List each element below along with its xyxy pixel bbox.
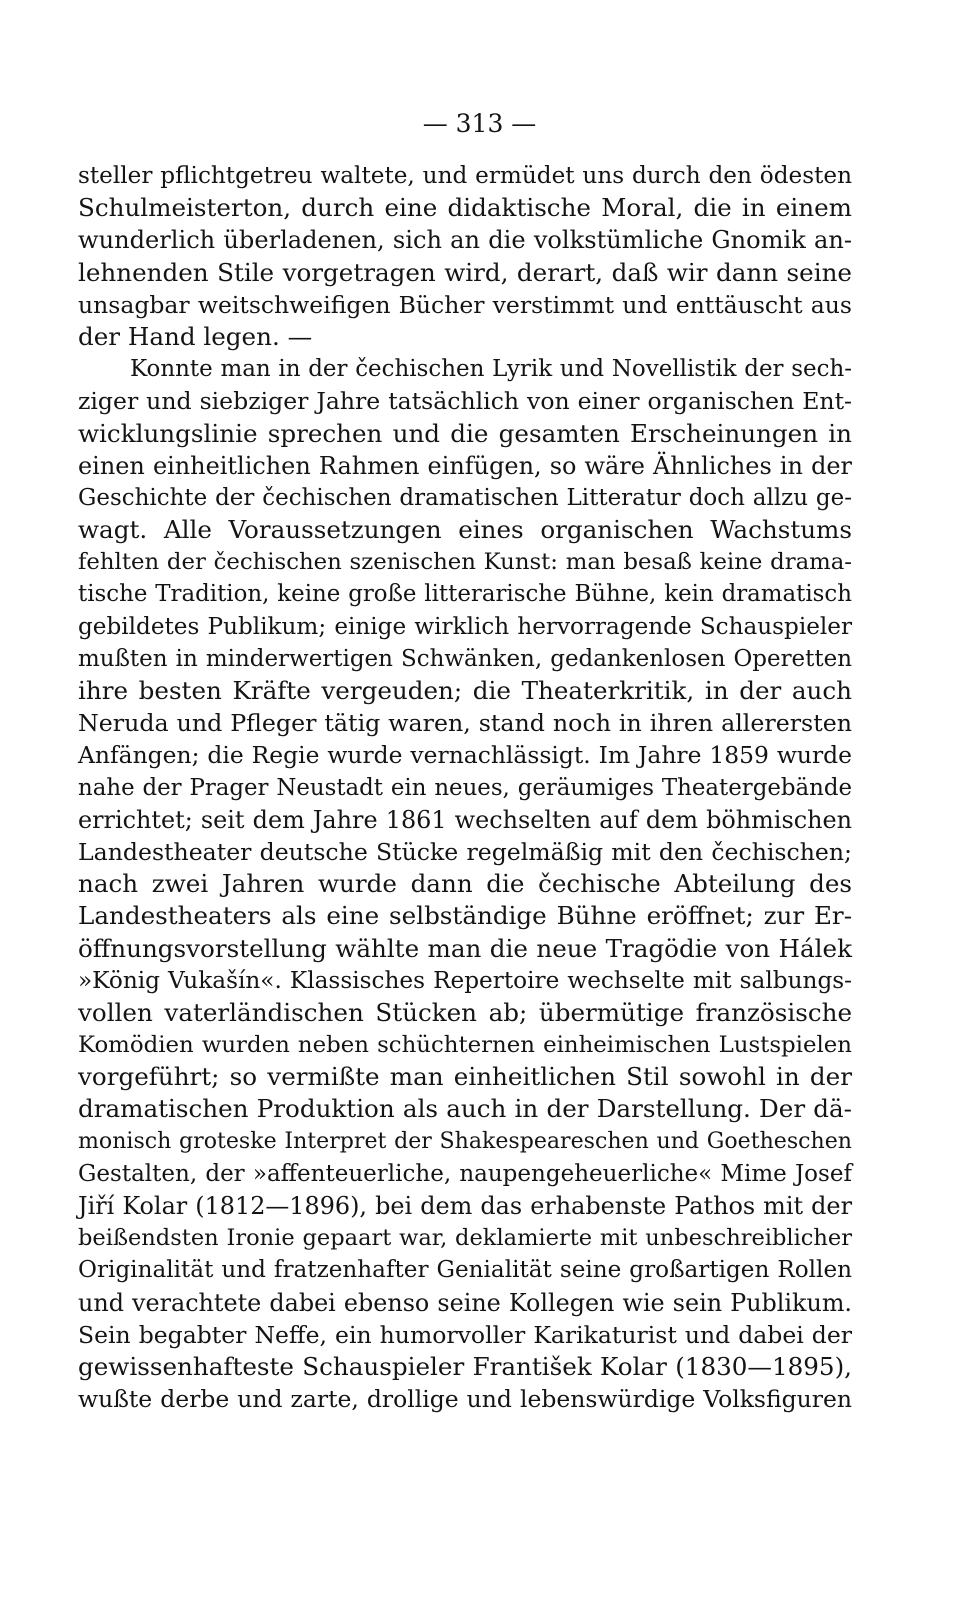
text-line: wagt. Alle Voraussetzungen eines organischen Wachstums [78, 515, 852, 545]
text-line: ziger und siebziger Jahre tatsächlich von einer organischen Ent- [78, 387, 852, 416]
text-line: fehlten der čechischen szenischen Kunst: man besaß keine drama- [78, 549, 852, 576]
paragraph [78, 353, 852, 1415]
text-line: ihre besten Kräfte vergeuden; die Theaterkritik, in der auch [78, 676, 852, 705]
body-text [78, 160, 852, 1415]
text-line: steller pflichtgetreu waltete, und ermüdet uns durch den ödesten [78, 163, 852, 189]
text-line: und verachtete dabei ebenso seine Kollegen wie sein Publikum. [78, 1288, 852, 1317]
text-line: lehnenden Stile vorgetragen wird, derart, daß wir dann seine [78, 257, 852, 287]
text-line: Anfängen; die Regie wurde vernachlässigt. Im Jahre 1859 wurde [78, 741, 852, 770]
text-line: »König Vukašín«. Klassisches Repertoire wechselte mit salbungs- [78, 966, 852, 994]
text-line: öffnungsvorstellung wählte man die neue Tragödie von Hálek [78, 933, 852, 963]
text-line: gebildetes Publikum; einige wirklich hervorragende Schauspieler [78, 613, 852, 640]
text-line: tische Tradition, keine große litterarische Bühne, kein dramatisch [78, 581, 852, 608]
text-line: vorgeführt; so vermißte man einheitlichen Stil sowohl in der [78, 1062, 852, 1092]
text-line: beißendsten Ironie gepaart war, deklamierte mit unbeschreiblicher [78, 1225, 852, 1252]
text-line: unsagbar weitschweifigen Bücher verstimmt und enttäuscht aus [78, 290, 852, 319]
text-line: Komödien wurden neben schüchternen einheimischen Lustspielen [78, 1032, 852, 1059]
text-line: Landestheater deutsche Stücke regelmäßig mit den čechischen; [78, 837, 852, 866]
paragraph [78, 160, 852, 353]
page-number: — 313 — [422, 109, 537, 138]
text-line: nach zwei Jahren wurde dann die čechische Abteilung des [78, 869, 852, 899]
text-line: Landestheaters als eine selbständige Bühne eröffnet; zur Er- [78, 901, 852, 931]
text-line: errichtet; seit dem Jahre 1861 wechselten auf dem böhmischen [78, 805, 852, 834]
text-line: wicklungslinie sprechen und die gesamten Erscheinungen in [78, 418, 852, 448]
text-line: vollen vaterländischen Stücken ab; übermütige französische [78, 997, 852, 1027]
text-line: dramatischen Produktion als auch in der Darstellung. Der dä- [78, 1094, 852, 1124]
text-line: Konnte man in der čechischen Lyrik und Novellistik der sech- [130, 356, 852, 383]
text-line: Schulmeisterton, durch eine didaktische Moral, die in einem [78, 193, 852, 223]
text-line: gewissenhafteste Schauspieler František Kolar (1830—1895), [78, 1351, 852, 1381]
text-line: Neruda und Pfleger tätig waren, stand noch in ihren allerersten [78, 709, 852, 738]
text-line: wunderlich überladenen, sich an die volkstümliche Gnomik an- [78, 226, 852, 255]
text-line: einen einheitlichen Rahmen einfügen, so wäre Ähnliches in der [78, 451, 852, 480]
text-line: Jiří Kolar (1812—1896), bei dem das erhabenste Pathos mit der [78, 1192, 852, 1220]
text-line: Geschichte der čechischen dramatischen Litteratur doch allzu ge- [78, 484, 852, 511]
text-line: Originalität und fratzenhafter Genialität seine großartigen Rollen [78, 1257, 852, 1284]
text-line: mußten in minderwertigen Schwänken, gedankenlosen Operetten [78, 645, 852, 672]
text-line: wußte derbe und zarte, drollige und lebenswürdige Volksfiguren [78, 1385, 852, 1414]
text-line: monisch groteske Interpret der Shakespeareschen und Goetheschen [78, 1128, 852, 1154]
text-line: Gestalten, der »affenteuerliche, naupengeheuerliche« Mime Josef [78, 1160, 852, 1187]
text-line: nahe der Prager Neustadt ein neues, geräumiges Theatergebände [78, 774, 852, 801]
text-line: Sein begabter Neffe, ein humorvoller Karikaturist und dabei der [78, 1320, 852, 1349]
text-line: der Hand legen. — [78, 321, 313, 351]
